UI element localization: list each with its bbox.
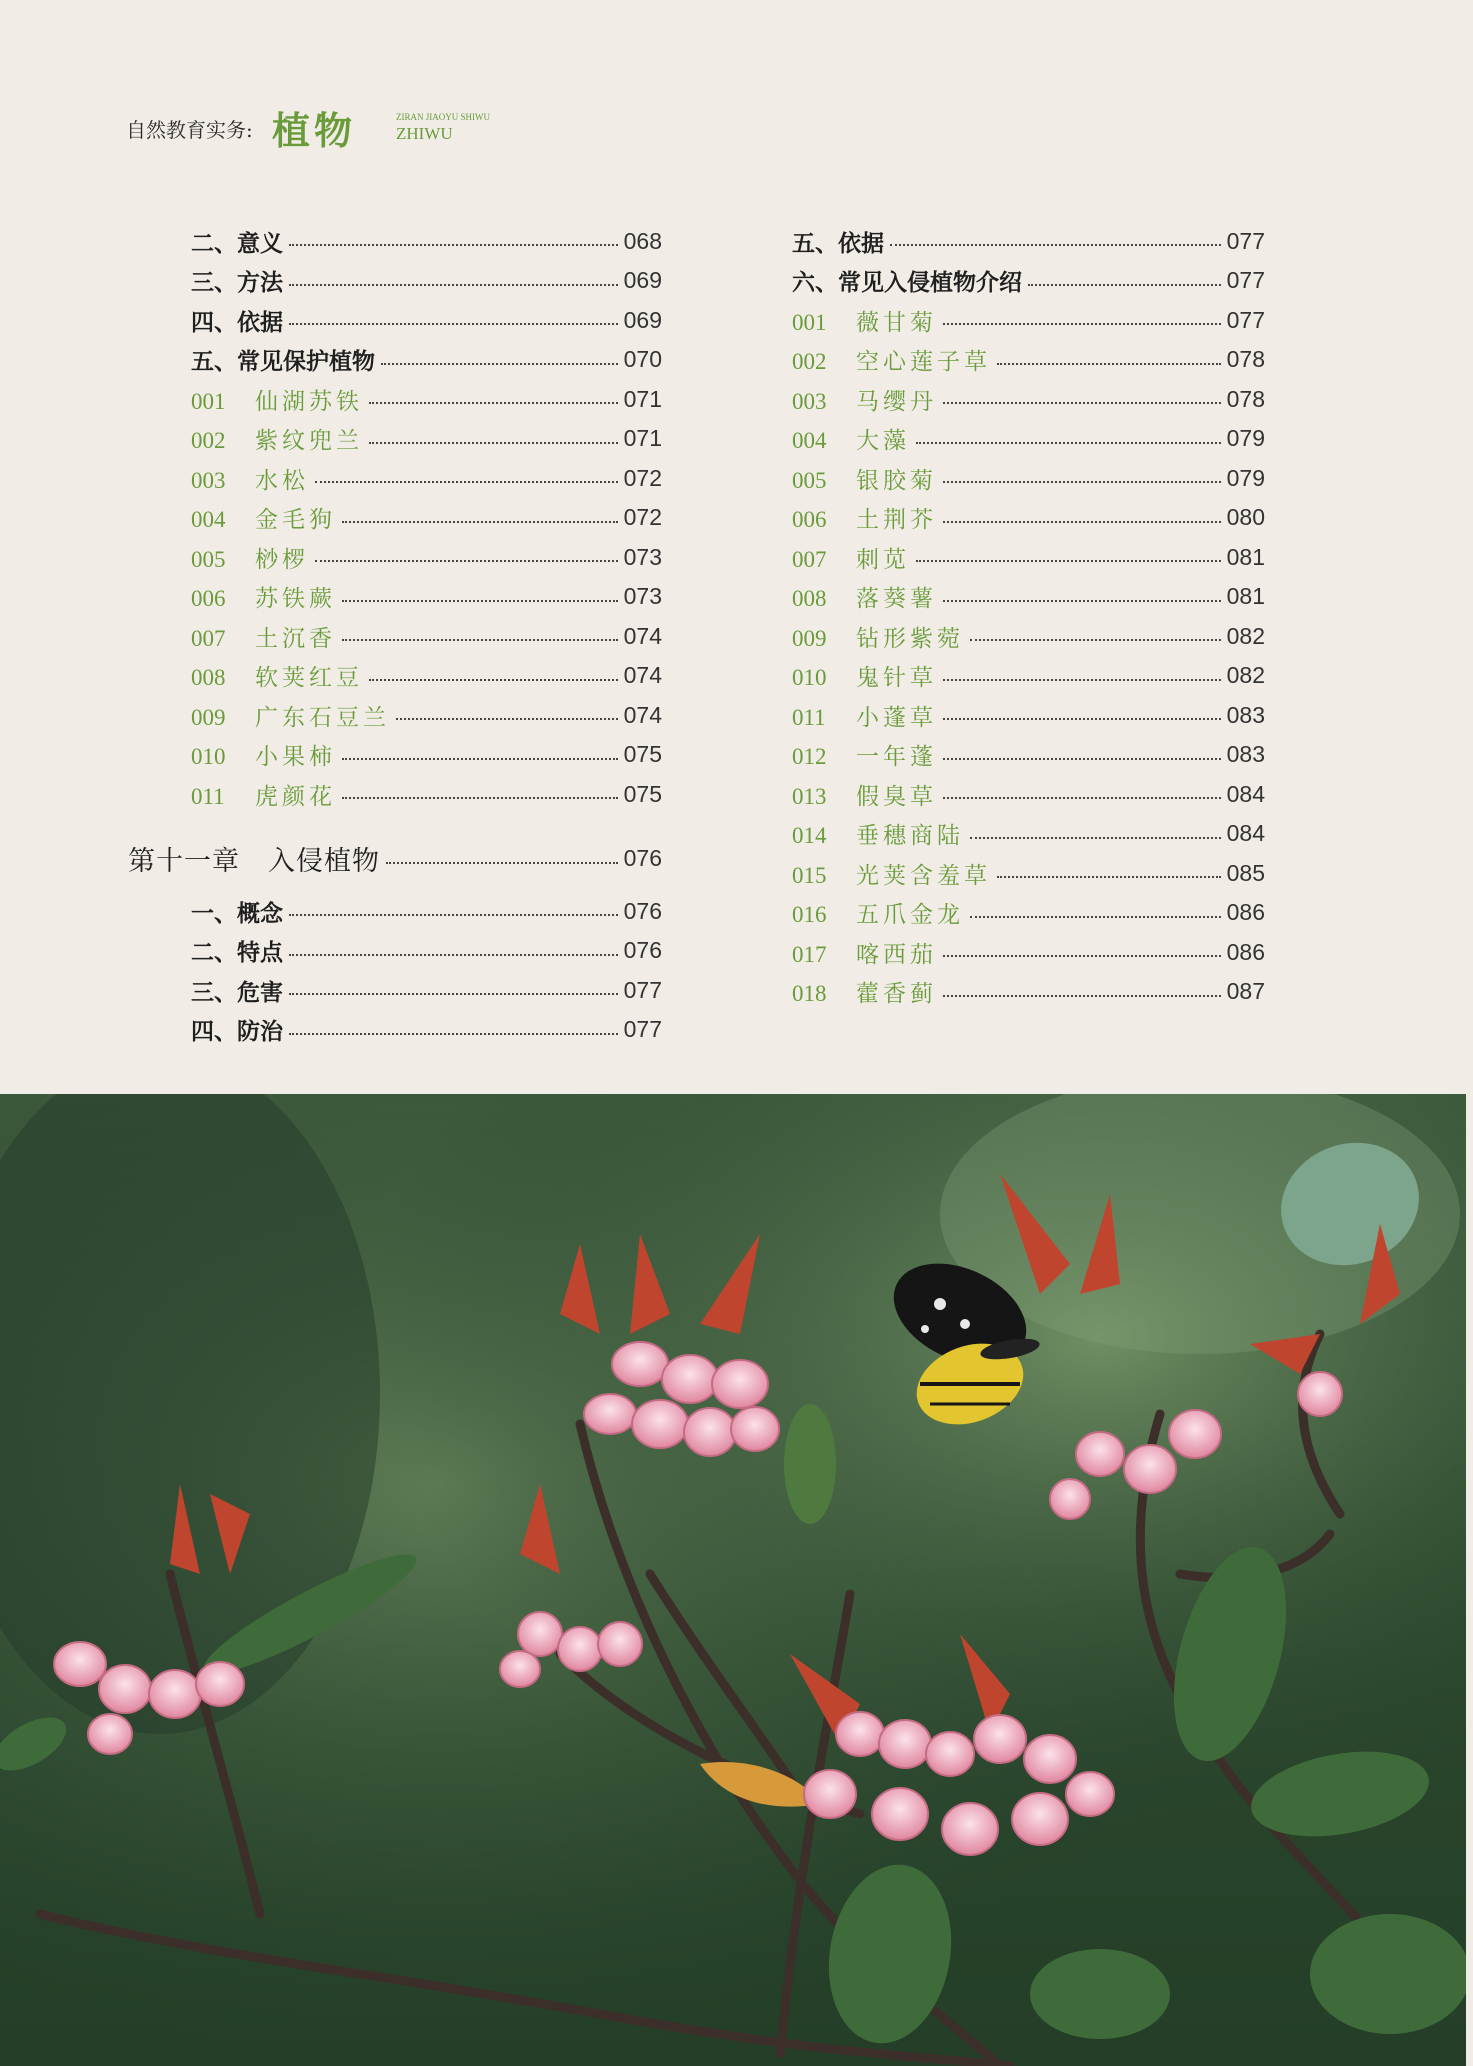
toc-item-number: 007 <box>191 625 226 651</box>
toc-item-number: 004 <box>792 428 827 453</box>
toc-leader-dots <box>890 244 1221 246</box>
toc-plant-label <box>792 857 991 890</box>
toc-item-name: 薇甘菊 <box>856 309 937 336</box>
toc-plant-label <box>792 975 937 1008</box>
toc-plant-label <box>191 462 309 495</box>
toc-item-number: 014 <box>792 823 827 848</box>
toc-leader-dots <box>943 481 1221 483</box>
toc-item-number: 008 <box>792 586 827 611</box>
toc-plant-entry <box>792 303 1265 337</box>
toc-section-title: 五、依据 <box>792 230 884 257</box>
toc-plant-label <box>792 422 910 455</box>
toc-page-number: 069 <box>623 267 662 293</box>
toc-plant-label <box>792 462 937 495</box>
toc-page-number: 077 <box>1226 227 1265 254</box>
running-head-romanized-small: ZIRAN JIAOYU SHIWU <box>396 112 490 122</box>
toc-item-name: 鬼针草 <box>856 665 937 691</box>
toc-item-name: 虎颜花 <box>255 783 336 810</box>
toc-leader-dots <box>943 758 1221 760</box>
toc-plant-entry <box>792 975 1265 1009</box>
toc-section-title: 二、特点 <box>191 940 283 966</box>
toc-leader-dots <box>342 758 618 760</box>
toc-plant-label <box>191 422 363 455</box>
toc-item-name: 软荚红豆 <box>255 665 363 691</box>
toc-item-name: 大藻 <box>856 428 910 454</box>
toc-item-number: 009 <box>792 625 827 651</box>
toc-plant-entry <box>792 659 1265 693</box>
toc-leader-dots <box>381 363 618 365</box>
toc-leader-dots <box>396 718 618 720</box>
toc-leader-dots <box>289 323 618 325</box>
toc-leader-dots <box>289 1033 618 1035</box>
toc-plant-entry <box>792 856 1265 890</box>
toc-plant-entry <box>191 698 662 732</box>
toc-page-number: 081 <box>1226 583 1265 609</box>
toc-item-name: 落葵薯 <box>856 586 937 612</box>
toc-leader-dots <box>315 560 618 562</box>
toc-item-number: 010 <box>792 665 827 690</box>
rhododendron-butterfly-illustration <box>0 1094 1466 2066</box>
toc-item-number: 011 <box>792 704 826 730</box>
toc-page-number: 075 <box>623 741 662 767</box>
toc-page-number: 081 <box>1226 543 1265 570</box>
toc-item-number: 006 <box>792 507 827 532</box>
toc-section-title: 二、意义 <box>191 230 283 257</box>
running-head-title: 植物 <box>272 108 357 153</box>
running-head-romanized: ZHIWU <box>396 124 453 143</box>
toc-item-name: 银胶菊 <box>856 467 937 494</box>
toc-plant-entry <box>792 698 1265 732</box>
toc-plant-label <box>191 620 336 653</box>
toc-plant-label <box>792 541 910 574</box>
toc-item-number: 002 <box>792 349 827 374</box>
toc-item-number: 011 <box>191 783 225 809</box>
toc-leader-dots <box>289 914 618 916</box>
toc-section-entry <box>191 934 662 968</box>
toc-item-number: 013 <box>792 783 827 809</box>
toc-section-title: 一、概念 <box>191 900 283 927</box>
toc-leader-dots <box>342 600 618 602</box>
toc-page-number: 086 <box>1226 899 1265 925</box>
toc-plant-entry <box>191 659 662 693</box>
toc-item-number: 016 <box>792 902 827 927</box>
toc-item-name: 苏铁蕨 <box>255 586 336 612</box>
toc-plant-entry <box>792 580 1265 614</box>
toc-plant-entry <box>792 540 1265 574</box>
toc-item-name: 空心莲子草 <box>856 349 991 375</box>
toc-leader-dots <box>970 916 1221 918</box>
toc-page-number: 079 <box>1226 425 1265 451</box>
toc-plant-entry <box>792 422 1265 456</box>
flower-photo <box>0 1094 1466 2066</box>
toc-plant-label <box>792 659 937 692</box>
toc-page-number: 085 <box>1226 859 1265 886</box>
toc-item-name: 喀西茄 <box>856 941 937 968</box>
toc-page-number: 084 <box>1226 820 1265 846</box>
toc-leader-dots <box>916 560 1221 562</box>
toc-leader-dots <box>315 481 618 483</box>
toc-plant-entry <box>792 501 1265 535</box>
running-head-prefix: 自然教育实务: <box>126 118 253 142</box>
toc-plant-label <box>191 659 363 692</box>
toc-page-number: 077 <box>623 976 662 1003</box>
toc-page-number: 077 <box>1226 267 1265 293</box>
toc-item-name: 水松 <box>255 467 309 494</box>
toc-plant-entry <box>792 777 1265 811</box>
toc-leader-dots <box>943 797 1221 799</box>
toc-page-number: 072 <box>623 504 662 530</box>
toc-plant-label <box>191 580 336 613</box>
toc-plant-label <box>792 304 937 337</box>
toc-chapter-entry <box>128 842 662 876</box>
toc-item-name: 光荚含羞草 <box>856 862 991 889</box>
toc-item-number: 017 <box>792 941 827 967</box>
toc-plant-label <box>191 699 390 732</box>
toc-plant-entry <box>191 501 662 535</box>
toc-plant-entry <box>191 580 662 614</box>
toc-section-title: 三、方法 <box>191 270 283 296</box>
toc-plant-entry <box>792 896 1265 930</box>
toc-item-number: 007 <box>792 546 827 572</box>
toc-page-number: 071 <box>623 425 662 451</box>
toc-item-number: 001 <box>792 309 827 335</box>
toc-item-name: 紫纹兜兰 <box>255 428 363 454</box>
toc-item-number: 004 <box>191 507 226 532</box>
toc-plant-label <box>191 501 336 534</box>
toc-plant-label <box>191 738 336 771</box>
toc-item-name: 五爪金龙 <box>856 902 964 928</box>
toc-leader-dots <box>289 993 618 995</box>
toc-leader-dots <box>289 954 618 956</box>
toc-plant-label <box>191 383 363 416</box>
toc-section-entry <box>191 973 662 1007</box>
toc-leader-dots <box>1028 284 1221 286</box>
toc-leader-dots <box>943 323 1221 325</box>
toc-section-title: 四、防治 <box>191 1019 283 1045</box>
toc-leader-dots <box>943 995 1221 997</box>
toc-page-number: 073 <box>623 583 662 609</box>
toc-leader-dots <box>997 363 1221 365</box>
toc-item-number: 018 <box>792 981 827 1006</box>
toc-page-number: 074 <box>623 662 662 688</box>
toc-plant-label <box>792 501 937 534</box>
toc-item-number: 012 <box>792 744 827 769</box>
toc-section-title: 五、常见保护植物 <box>191 349 375 375</box>
toc-leader-dots <box>386 862 618 864</box>
toc-item-number: 015 <box>792 862 827 888</box>
toc-item-name: 刺苋 <box>856 546 910 573</box>
toc-leader-dots <box>943 402 1221 404</box>
toc-plant-label <box>792 738 937 771</box>
toc-plant-entry <box>191 382 662 416</box>
toc-item-name: 垂穗商陆 <box>856 823 964 849</box>
toc-item-name: 桫椤 <box>255 546 309 573</box>
toc-item-number: 008 <box>191 665 226 690</box>
toc-item-number: 003 <box>792 388 827 414</box>
toc-section-entry <box>191 224 662 258</box>
toc-page-number: 073 <box>623 543 662 570</box>
toc-page-number: 083 <box>1226 701 1265 728</box>
toc-plant-label <box>792 778 937 811</box>
toc-section-entry <box>191 1013 662 1047</box>
toc-plant-entry <box>792 619 1265 653</box>
toc-page-number: 071 <box>623 385 662 412</box>
toc-section-entry <box>191 894 662 928</box>
toc-item-name: 金毛狗 <box>255 507 336 533</box>
toc-item-number: 003 <box>191 467 226 493</box>
toc-plant-label <box>792 896 964 929</box>
toc-plant-entry <box>792 738 1265 772</box>
toc-plant-entry <box>191 738 662 772</box>
toc-section-title: 四、依据 <box>191 309 283 336</box>
toc-leader-dots <box>342 797 618 799</box>
toc-section-entry <box>191 343 662 377</box>
toc-page-number: 077 <box>623 1016 662 1042</box>
toc-page-number: 079 <box>1226 464 1265 491</box>
toc-plant-label <box>792 699 937 732</box>
toc-item-name: 广东石豆兰 <box>255 704 390 731</box>
toc-plant-entry <box>191 422 662 456</box>
toc-page-number: 076 <box>623 937 662 963</box>
toc-item-number: 002 <box>191 428 226 453</box>
toc-page-number: 087 <box>1226 978 1265 1004</box>
toc-section-title: 三、危害 <box>191 979 283 1006</box>
toc-item-name: 钻形紫菀 <box>856 625 964 652</box>
toc-item-number: 006 <box>191 586 226 611</box>
toc-item-name: 小果柿 <box>255 744 336 770</box>
toc-leader-dots <box>943 679 1221 681</box>
toc-item-number: 009 <box>191 704 226 730</box>
toc-plant-label <box>792 580 937 613</box>
toc-plant-label <box>191 778 336 811</box>
toc-item-number: 005 <box>792 467 827 493</box>
toc-page-number: 076 <box>623 897 662 924</box>
toc-item-number: 001 <box>191 388 226 414</box>
toc-section-entry <box>191 264 662 298</box>
toc-plant-entry <box>191 777 662 811</box>
toc-leader-dots <box>997 876 1221 878</box>
toc-page-number: 070 <box>623 346 662 372</box>
toc-leader-dots <box>342 639 618 641</box>
toc-section-entry <box>191 303 662 337</box>
toc-page-number: 077 <box>1226 306 1265 333</box>
toc-section-entry <box>792 264 1265 298</box>
toc-plant-entry <box>191 461 662 495</box>
toc-leader-dots <box>289 244 618 246</box>
toc-plant-label <box>191 541 309 574</box>
toc-leader-dots <box>916 442 1221 444</box>
toc-page-number: 074 <box>623 622 662 649</box>
toc-leader-dots <box>289 284 618 286</box>
toc-plant-label <box>792 936 937 969</box>
toc-page-number: 068 <box>623 227 662 254</box>
toc-page-number: 075 <box>623 780 662 807</box>
toc-plant-entry <box>792 935 1265 969</box>
toc-plant-entry <box>191 540 662 574</box>
toc-leader-dots <box>369 442 618 444</box>
toc-item-name: 一年蓬 <box>856 744 937 770</box>
toc-page-number: 082 <box>1226 622 1265 649</box>
toc-section-entry <box>792 224 1265 258</box>
toc-chapter-title: 第十一章 入侵植物 <box>128 846 380 877</box>
toc-leader-dots <box>369 402 618 404</box>
toc-plant-entry <box>792 382 1265 416</box>
toc-item-name: 假臭草 <box>856 783 937 810</box>
toc-page-number: 074 <box>623 701 662 728</box>
toc-plant-entry <box>191 619 662 653</box>
toc-section-title: 六、常见入侵植物介绍 <box>792 270 1022 296</box>
toc-page-number: 076 <box>623 845 662 871</box>
toc-plant-entry <box>792 343 1265 377</box>
toc-item-number: 005 <box>191 546 226 572</box>
toc-item-name: 土沉香 <box>255 625 336 652</box>
toc-item-name: 小蓬草 <box>856 704 937 731</box>
toc-leader-dots <box>943 600 1221 602</box>
toc-page-number: 078 <box>1226 385 1265 412</box>
toc-item-number: 010 <box>191 744 226 769</box>
toc-plant-entry <box>792 461 1265 495</box>
toc-item-name: 马缨丹 <box>856 388 937 415</box>
toc-leader-dots <box>369 679 618 681</box>
toc-page-number: 069 <box>623 306 662 333</box>
toc-plant-entry <box>792 817 1265 851</box>
toc-plant-label <box>792 620 964 653</box>
toc-page-number: 082 <box>1226 662 1265 688</box>
toc-leader-dots <box>970 837 1221 839</box>
toc-plant-label <box>792 817 964 850</box>
toc-page-number: 084 <box>1226 780 1265 807</box>
toc-leader-dots <box>943 521 1221 523</box>
toc-page-number: 080 <box>1226 504 1265 530</box>
toc-leader-dots <box>970 639 1221 641</box>
toc-item-name: 藿香蓟 <box>856 981 937 1007</box>
toc-leader-dots <box>943 718 1221 720</box>
toc-page-number: 072 <box>623 464 662 491</box>
toc-item-name: 土荆芥 <box>856 507 937 533</box>
toc-leader-dots <box>943 955 1221 957</box>
toc-plant-label <box>792 343 991 376</box>
toc-item-name: 仙湖苏铁 <box>255 388 363 415</box>
toc-page-number: 078 <box>1226 346 1265 372</box>
toc-leader-dots <box>342 521 618 523</box>
toc-page-number: 086 <box>1226 938 1265 965</box>
toc-plant-label <box>792 383 937 416</box>
toc-page-number: 083 <box>1226 741 1265 767</box>
